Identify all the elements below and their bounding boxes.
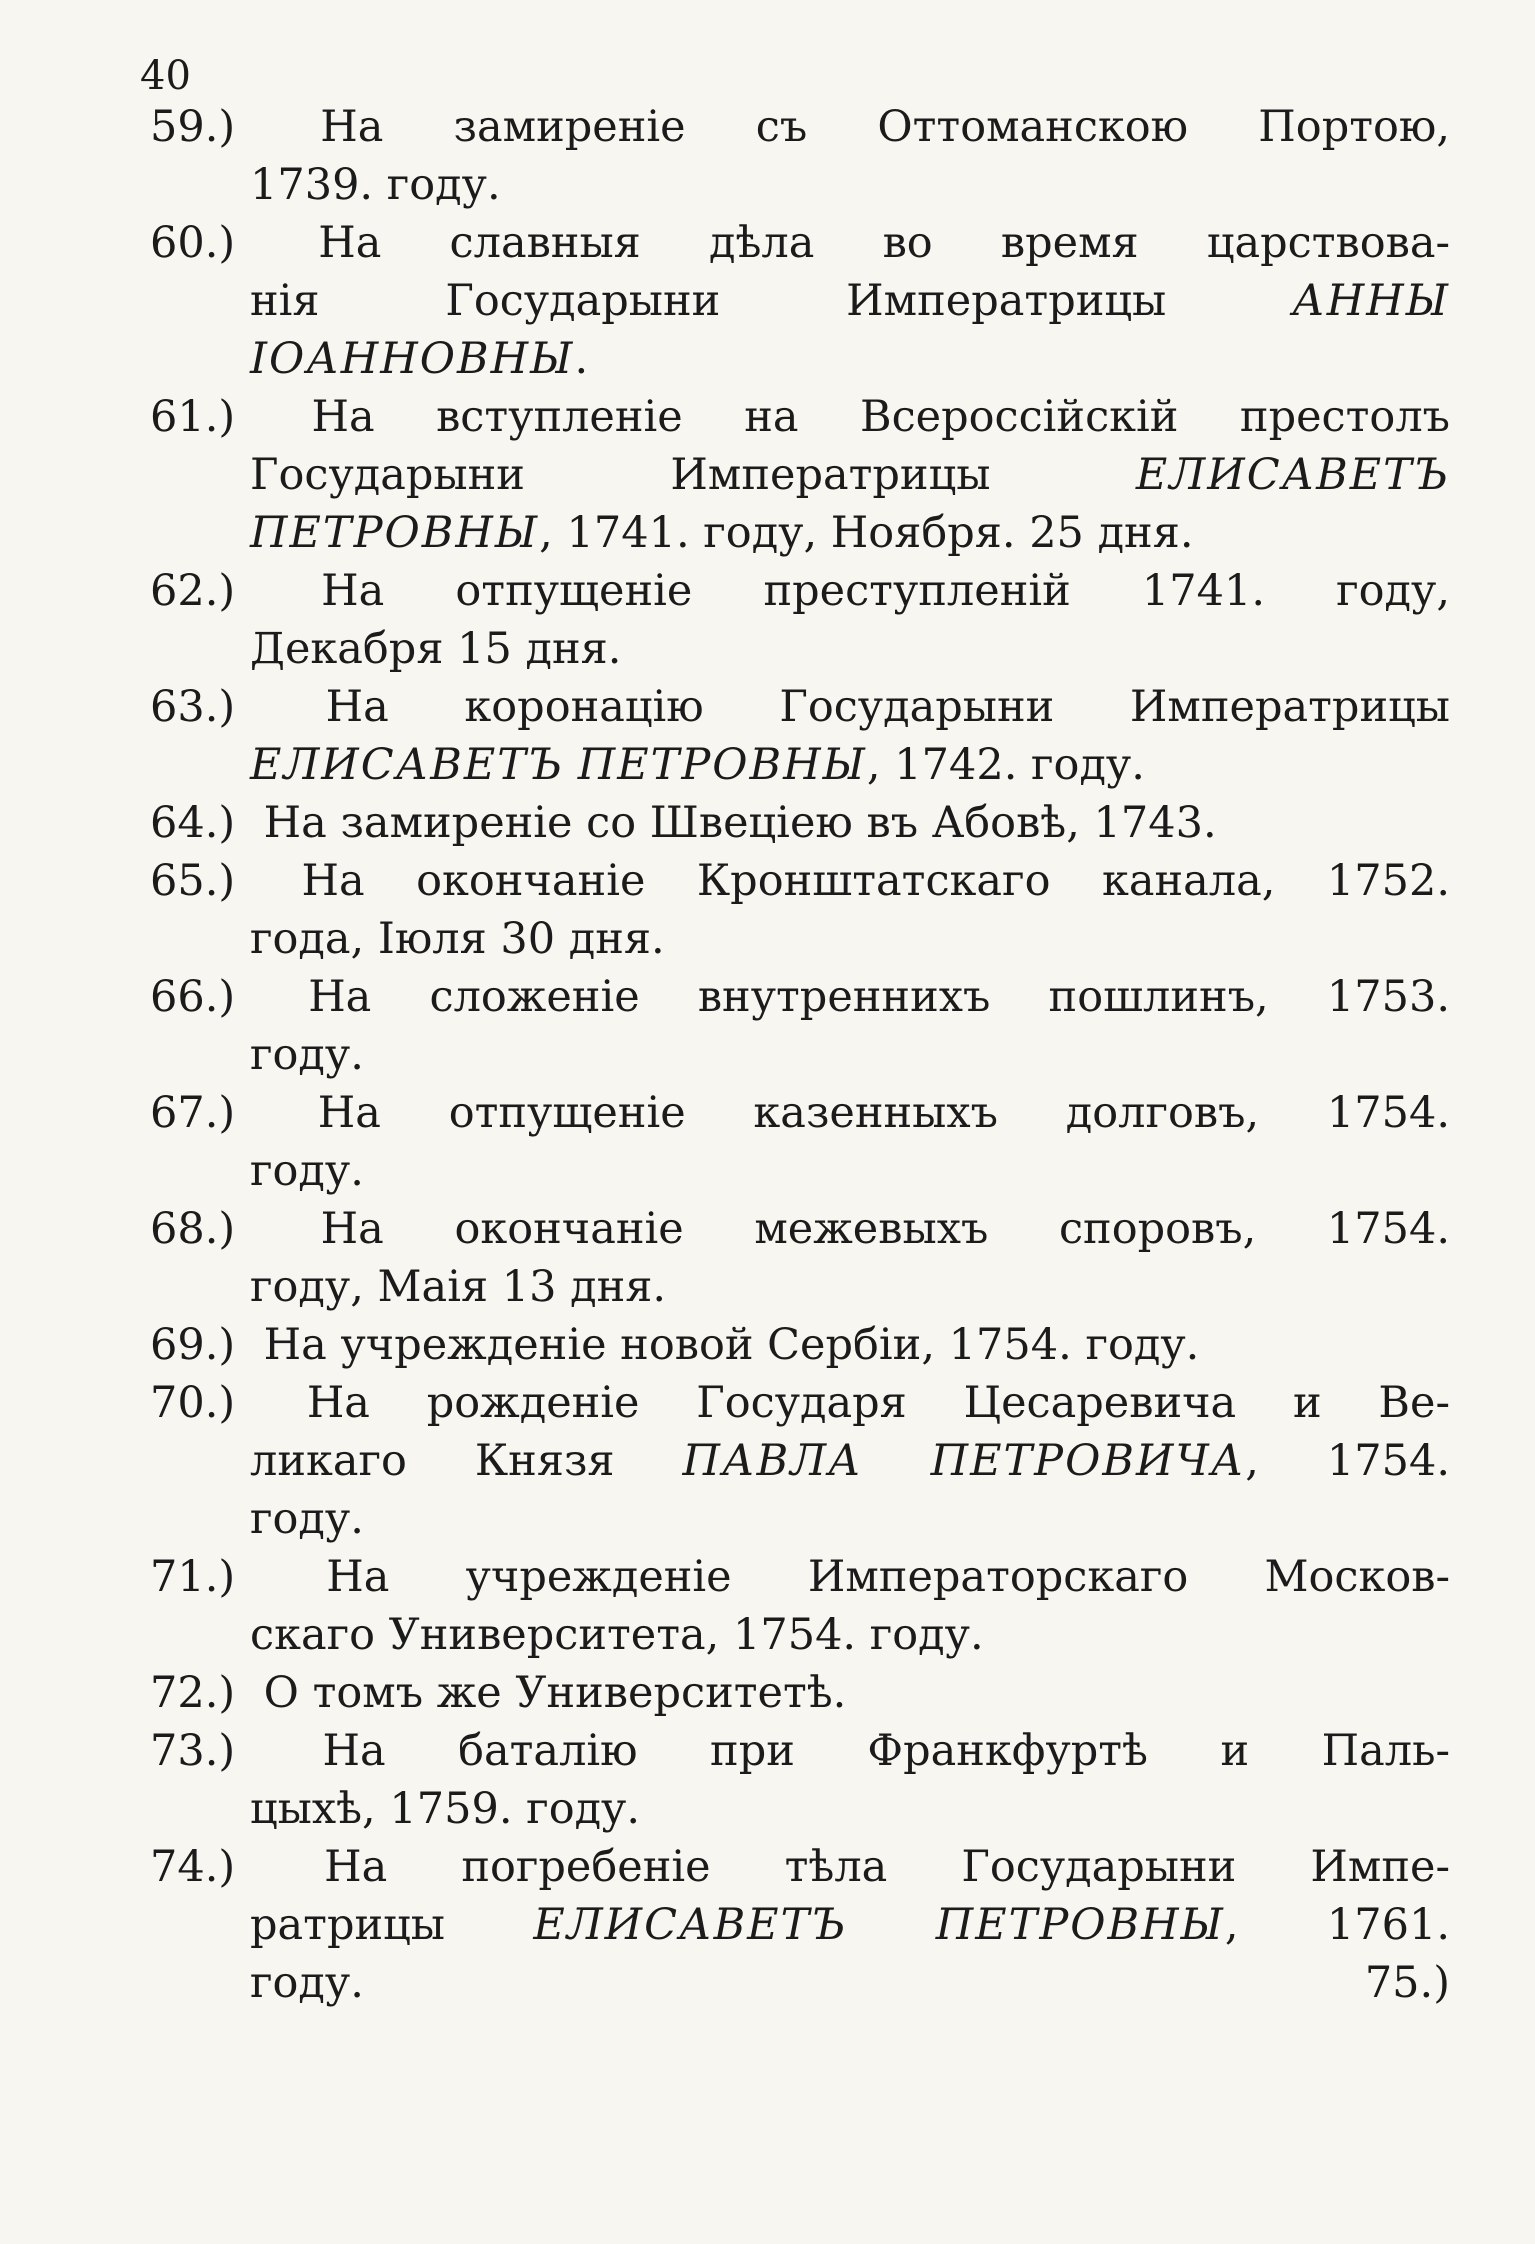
entry-number: 68.) (150, 1204, 236, 1254)
entry-first-line (150, 1664, 1450, 1722)
entry-text: году. (250, 1958, 364, 2008)
entry-text: На окончаніе межевыхъ споровъ, 1754. (320, 1204, 1450, 1254)
entry-first-line (150, 1374, 1450, 1432)
entry-text: На сложеніе внутреннихъ пошлинъ, 1753. (308, 972, 1450, 1022)
entry-continuation-line (150, 1896, 1450, 1954)
entry-text: На замиреніе съ Оттоманскою Портою, (320, 102, 1450, 152)
entry-continuation-line (150, 1490, 1450, 1548)
list-item (150, 1838, 1450, 2012)
list-item (150, 1722, 1450, 1838)
entry-text: На баталію при Франкфуртѣ и Паль- (322, 1726, 1450, 1776)
entry-text: года, Іюля 30 дня. (250, 914, 665, 964)
entry-text: ратрицы ЕЛИСАВЕТЪ ПЕТРОВНЫ, 1761. (250, 1900, 1450, 1950)
catchword: 75.) (1364, 1958, 1450, 2008)
entry-first-line (150, 388, 1450, 446)
entry-continuation-line (150, 1142, 1450, 1200)
entry-first-line (150, 794, 1450, 852)
entry-text: На учрежденіе новой Сербіи, 1754. году. (263, 1320, 1200, 1370)
entry-number: 60.) (150, 218, 236, 268)
entry-number: 72.) (150, 1668, 236, 1718)
list-item (150, 1548, 1450, 1664)
entry-number: 69.) (150, 1320, 236, 1370)
entry-text: скаго Университета, 1754. году. (250, 1610, 984, 1660)
entry-first-line (150, 678, 1450, 736)
entry-first-line (150, 98, 1450, 156)
entry-first-line (150, 1838, 1450, 1896)
entry-first-line (150, 1316, 1450, 1374)
list-item (150, 562, 1450, 678)
entry-number: 71.) (150, 1552, 236, 1602)
entry-text: году, Маія 13 дня. (250, 1262, 667, 1312)
list-item (150, 968, 1450, 1084)
entry-first-line (150, 214, 1450, 272)
entry-text: году. (250, 1030, 364, 1080)
entry-text: ЕЛИСАВЕТЪ ПЕТРОВНЫ, 1742. году. (250, 740, 1145, 790)
entry-number: 73.) (150, 1726, 236, 1776)
list-item (150, 794, 1450, 852)
entry-number: 61.) (150, 392, 236, 442)
entry-continuation-line (150, 1954, 1450, 2012)
entry-first-line (150, 1548, 1450, 1606)
entry-number: 64.) (150, 798, 236, 848)
list-item (150, 1316, 1450, 1374)
entry-text: На коронацію Государыни Императрицы (325, 682, 1450, 732)
entry-continuation-line (150, 1432, 1450, 1490)
list-item (150, 1664, 1450, 1722)
entry-text: ІОАННОВНЫ. (250, 334, 589, 384)
list-item (150, 1200, 1450, 1316)
entry-continuation-line (150, 504, 1450, 562)
entry-number: 74.) (150, 1842, 236, 1892)
entry-continuation-line (150, 272, 1450, 330)
entry-number: 65.) (150, 856, 236, 906)
entry-first-line (150, 562, 1450, 620)
entry-continuation-line (150, 1258, 1450, 1316)
list-item (150, 98, 1450, 214)
list-item (150, 1084, 1450, 1200)
list-item (150, 1374, 1450, 1548)
entry-text: 1739. году. (250, 160, 501, 210)
entry-continuation-line (150, 1606, 1450, 1664)
entry-first-line (150, 1084, 1450, 1142)
entry-number: 66.) (150, 972, 236, 1022)
entry-continuation-line (150, 736, 1450, 794)
entry-first-line (150, 968, 1450, 1026)
list-item (150, 388, 1450, 562)
entry-text: году. (250, 1146, 364, 1196)
list-item (150, 678, 1450, 794)
entry-number: 63.) (150, 682, 236, 732)
entry-text: На учрежденіе Императорскаго Москов- (326, 1552, 1450, 1602)
entry-first-line (150, 852, 1450, 910)
entry-text: ликаго Князя ПАВЛА ПЕТРОВИЧА, 1754. (250, 1436, 1450, 1486)
entry-text: году. (250, 1494, 364, 1544)
entry-continuation-line (150, 330, 1450, 388)
entry-text: На отпущеніе преступленій 1741. году, (321, 566, 1450, 616)
entry-text: нія Государыни Императрицы АННЫ (250, 276, 1450, 326)
list-item (150, 214, 1450, 388)
page-number: 40 (140, 53, 191, 99)
entry-text: На погребеніе тѣла Государыни Импе- (324, 1842, 1450, 1892)
entry-number: 70.) (150, 1378, 236, 1428)
entry-continuation-line (150, 1780, 1450, 1838)
entry-text: ПЕТРОВНЫ, 1741. году, Ноября. 25 дня. (250, 508, 1194, 558)
entry-first-line (150, 1722, 1450, 1780)
entry-continuation-line (150, 156, 1450, 214)
entry-first-line (150, 1200, 1450, 1258)
entry-continuation-line (150, 910, 1450, 968)
entry-continuation-line (150, 620, 1450, 678)
entry-number: 59.) (150, 102, 236, 152)
entry-continuation-line (150, 1026, 1450, 1084)
entry-text: На окончаніе Кронштатскаго канала, 1752. (301, 856, 1450, 906)
entry-text: На замиреніе со Швеціею въ Абовѣ, 1743. (263, 798, 1217, 848)
entry-number: 62.) (150, 566, 236, 616)
entry-text: На славныя дѣла во время царствова- (318, 218, 1450, 268)
entry-text: цыхѣ, 1759. году. (250, 1784, 641, 1834)
entry-number: 67.) (150, 1088, 236, 1138)
entry-text: На отпущеніе казенныхъ долговъ, 1754. (317, 1088, 1450, 1138)
entry-continuation-line (150, 446, 1450, 504)
entry-text: Государыни Императрицы ЕЛИСАВЕТЪ (250, 450, 1450, 500)
entry-text: Декабря 15 дня. (250, 624, 622, 674)
entry-text: На вступленіе на Всероссійскій престолъ (311, 392, 1450, 442)
list-item (150, 852, 1450, 968)
entry-text: О томъ же Университетѣ. (263, 1668, 847, 1718)
entry-text: На рожденіе Государя Цесаревича и Ве- (306, 1378, 1450, 1428)
